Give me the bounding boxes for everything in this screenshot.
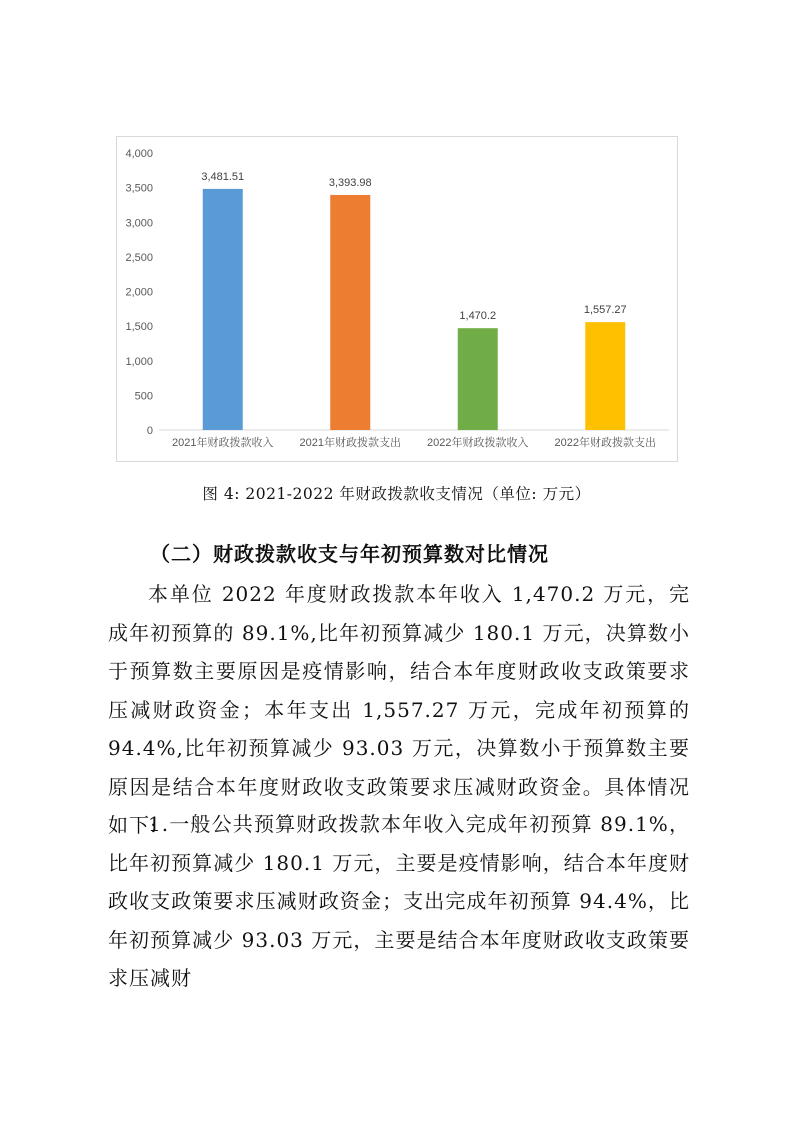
y-tick-label: 2,000 <box>125 286 153 299</box>
y-tick-label: 2,500 <box>125 251 153 264</box>
paragraph-budget-summary: 本单位 2022 年度财政拨款本年收入 1,470.2 万元，完成年初预算的 89.1%,比年初预算减少 180.1 万元，决算数小于预算数主要原因是疫情影响，结合本年度财政收支政策要求压减财政资金；本年支出 1,557.27 万元，完成年初预算的 94.4%,比年初预算减少 93.03 万元，决算数小于预算数主要原因是结合本年度财政收支政策要求压减财政资金。具体情况如下: <box>108 582 690 837</box>
bar <box>458 328 498 430</box>
x-tick-label: 2021年财政拨款收入 <box>172 437 274 449</box>
x-tick-label: 2022年财政拨款收入 <box>427 437 529 449</box>
x-tick-label: 2022年财政拨款支出 <box>554 437 656 449</box>
bar-chart <box>116 136 678 462</box>
data-label: 1,470.2 <box>459 310 497 323</box>
x-tick-label: 2021年财政拨款支出 <box>299 437 401 449</box>
y-tick-label: 1,500 <box>125 321 153 334</box>
chart-canvas <box>117 137 679 463</box>
y-tick-label: 1,000 <box>125 355 153 368</box>
section-heading: （二）财政拨款收支与年初预算数对比情况 <box>150 542 549 566</box>
figure-caption: 图 4: 2021-2022 年财政拨款收支情况（单位: 万元） <box>202 485 591 503</box>
data-label: 1,557.27 <box>583 304 627 317</box>
bar <box>203 189 243 430</box>
y-tick-label: 0 <box>146 425 153 437</box>
y-tick-label: 3,000 <box>125 217 153 230</box>
bar <box>585 322 625 430</box>
bar <box>330 195 370 430</box>
y-tick-label: 500 <box>134 390 153 403</box>
data-label: 3,481.51 <box>201 170 245 183</box>
paragraph-general-budget: 1.一般公共预算财政拨款本年收入完成年初预算 89.1%，比年初预算减少 180.1 万元，主要是疫情影响，结合本年度财政收支政策要求压减财政资金；支出完成年初预算 94.4%，比年初预算减少 93.03 万元，主要是结合本年度财政收支政策要求压减财 <box>108 812 690 990</box>
y-tick-label: 4,000 <box>125 148 153 160</box>
data-label: 3,393.98 <box>328 176 372 189</box>
y-tick-label: 3,500 <box>125 182 153 195</box>
